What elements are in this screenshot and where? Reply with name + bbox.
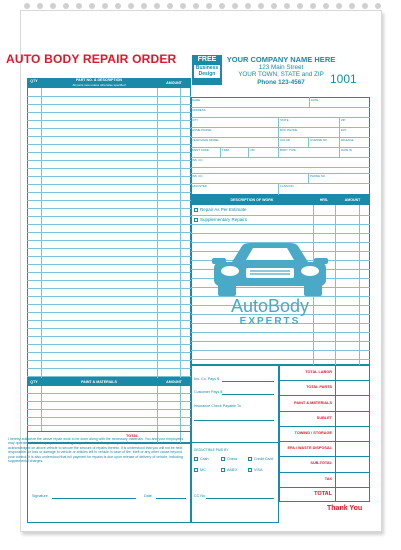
parts-row-line	[27, 96, 191, 97]
binder-hole	[206, 3, 212, 9]
logo-text	[210, 297, 330, 327]
binder-hole	[193, 3, 199, 9]
customer-cell-divider	[278, 147, 279, 157]
customer-row-line	[191, 173, 370, 174]
parts-row-line	[27, 312, 191, 313]
binder-hole	[50, 3, 56, 9]
parts-row-line	[27, 104, 191, 105]
field-label-city: CITY	[192, 118, 199, 122]
payment-option-amex[interactable]	[221, 468, 237, 472]
paint-cents-column-line	[180, 386, 181, 443]
paint-row-line	[27, 425, 191, 426]
parts-row-line	[27, 368, 191, 369]
logo-experts: EXPERTS	[239, 316, 301, 327]
thank-you: Thank You	[327, 505, 363, 512]
parts-row-line	[27, 304, 191, 305]
payment-option-label: VISA	[254, 468, 263, 472]
paint-qty-header: QTY	[30, 380, 38, 384]
payment-option-mc[interactable]	[194, 468, 206, 472]
parts-row-line	[27, 176, 191, 177]
field-label-mileage: MILEAGE	[341, 138, 354, 142]
totals-label-sublet: SUBLET	[316, 415, 332, 420]
parts-row-line	[27, 280, 191, 281]
payment-option-check[interactable]	[221, 457, 237, 461]
paint-row-line	[27, 393, 191, 394]
cc-no-label: CC No.	[194, 494, 207, 498]
paint-total-label: TOTAL	[126, 434, 139, 438]
parts-row-line	[27, 328, 191, 329]
business-design-label: Business Design	[195, 65, 219, 77]
payment-option-label: MC	[200, 468, 206, 472]
paint-table	[27, 378, 191, 443]
parts-row-line	[27, 160, 191, 161]
customer-cell-divider	[278, 183, 279, 195]
binder-hole	[245, 3, 251, 9]
field-label-ins-co: INS. CO.	[192, 174, 204, 178]
field-label-adjuster: ADJUSTER	[192, 184, 207, 188]
checkbox-square	[221, 457, 225, 461]
customer-row-line	[191, 167, 370, 168]
parts-row-line	[27, 288, 191, 289]
parts-row-line	[27, 296, 191, 297]
binder-hole	[284, 3, 290, 9]
field-label-date: DATE	[311, 98, 319, 102]
paint-materials-header: PAINT & MATERIALS	[81, 380, 117, 384]
field-label-claim-no: CLAIM NO.	[280, 184, 295, 188]
paint-row-line	[27, 401, 191, 402]
customer-cell-divider	[339, 137, 340, 147]
form-title: AUTO BODY REPAIR ORDER	[6, 52, 177, 66]
work-description-header: DESCRIPTION OF WORK	[230, 198, 274, 202]
work-row-line	[191, 233, 370, 234]
customer-cell-divider	[339, 117, 340, 127]
parts-row-line	[27, 112, 191, 113]
payment-option-cash[interactable]	[194, 457, 209, 461]
customer-cell-divider	[308, 137, 309, 147]
totals-label-towing-storage: TOWING / STORAGE	[294, 431, 332, 435]
field-label-body-type: BODY TYPE	[280, 148, 296, 152]
order-number: 1001	[330, 72, 357, 86]
payment-option-label: Cash	[200, 457, 209, 461]
binder-hole	[258, 3, 264, 9]
parts-row-line	[27, 152, 191, 153]
binder-hole	[271, 3, 277, 9]
customer-pays-line	[222, 394, 274, 395]
part-note: All parts new unless otherwise specified	[72, 82, 126, 87]
parts-row-line	[27, 200, 191, 201]
payment-divider	[191, 442, 279, 443]
field-label-address: ADDRESS	[192, 108, 206, 112]
date-line	[156, 498, 186, 499]
binder-hole	[310, 3, 316, 9]
totals-divider	[335, 365, 336, 502]
parts-row-line	[27, 144, 191, 145]
authorization-text: I hereby authorize the above repair work to be done along with the necessary materials. You and your employees may operate vehicle for purpose of testing, inspection, or delivery at my risk. An express mechanics lien is acknowledged on above vehicle to secure the amount of repairs thereto. It is understood that you will not be held responsible for loss or damage to vehicle or articles left in vehicle in case of fire, theft or any other cause beyond your control. It is also understood that full payment for repairs is due upon release of delivery of vehicle, including supplemental charges.	[8, 437, 184, 464]
totals-label-epa-waste-disposal: EPA / WASTE DISPOSAL	[287, 446, 332, 451]
payment-option-label: Credit Card	[254, 457, 273, 461]
payment-box	[191, 365, 279, 523]
payment-option-visa[interactable]	[248, 468, 262, 472]
parts-row-line	[27, 128, 191, 129]
parts-row-line	[27, 272, 191, 273]
totals-label-total-parts: TOTAL PARTS	[306, 385, 332, 390]
signature-label: Signature	[32, 494, 48, 498]
customer-cell-divider	[220, 147, 221, 157]
field-label-name: NAME	[192, 98, 201, 102]
customer-cell-divider	[308, 173, 309, 183]
payment-option-label: AMEX	[227, 468, 238, 472]
field-label-bus-phone: BUS. PHONE	[280, 128, 298, 132]
totals-row-line	[279, 380, 370, 381]
binder-hole	[141, 3, 147, 9]
logo-autobody: AutoBody	[230, 296, 310, 316]
date-label: Date	[144, 494, 152, 498]
parts-row-line	[27, 320, 191, 321]
work-row-line	[191, 224, 370, 225]
customer-cell-divider	[278, 117, 279, 127]
binder-hole	[323, 3, 329, 9]
totals-label-paint-materials: PAINT & MATERIALS	[294, 400, 332, 405]
repair-estimate-checkbox[interactable]	[194, 207, 247, 212]
parts-row-line	[27, 360, 191, 361]
binder-hole	[115, 3, 121, 9]
car-logo-icon	[210, 240, 330, 300]
field-label-trim: TRIM	[222, 148, 229, 152]
field-label-year-make-model: YEAR MAKE MODEL	[192, 138, 220, 142]
company-name: YOUR COMPANY NAME HERE	[226, 55, 336, 64]
company-block	[226, 56, 336, 86]
signature-line	[52, 498, 136, 499]
customer-cell-divider	[278, 127, 279, 137]
totals-row-line	[279, 472, 370, 473]
field-label-phone-no: PHONE NO.	[310, 174, 326, 178]
binder-hole	[349, 3, 355, 9]
company-city: YOUR TOWN, STATE and ZIP	[238, 71, 324, 78]
work-row-line	[191, 332, 370, 333]
parts-row-line	[27, 336, 191, 337]
customer-cell-divider	[309, 97, 310, 107]
binder-hole	[89, 3, 95, 9]
field-label-ext: EXT	[341, 128, 347, 132]
check-payable-line	[194, 420, 274, 421]
totals-row-line	[279, 456, 370, 457]
totals-row-line	[279, 441, 370, 442]
parts-table	[27, 78, 191, 378]
repair-estimate-label: Repair As Per Estimate	[200, 207, 247, 212]
free-business-design-badge	[192, 55, 222, 85]
supplementary-checkbox[interactable]	[194, 217, 247, 222]
totals-label-total-labor: TOTAL LABOR	[305, 370, 332, 375]
ins-co-pays-label: Ins. Co. Pays $	[194, 377, 220, 381]
payment-option-label: Check	[227, 457, 238, 461]
binder-hole	[180, 3, 186, 9]
binder-hole	[219, 3, 225, 9]
field-label-color: COLOR	[280, 138, 290, 142]
part-no-header: PART NO. & DESCRIPTION	[75, 78, 123, 82]
checkbox-square	[248, 468, 252, 472]
totals-row-line	[279, 411, 370, 412]
work-row-line	[191, 215, 370, 216]
free-label: FREE	[197, 56, 217, 63]
checkbox-square	[194, 457, 198, 461]
parts-row-line	[27, 248, 191, 249]
parts-row-line	[27, 184, 191, 185]
work-hrs-header: HRS.	[319, 198, 329, 202]
totals-row-line	[279, 426, 370, 427]
binder-hole	[128, 3, 134, 9]
paint-total-line	[27, 431, 191, 432]
binder-hole	[24, 3, 30, 9]
totals-label-total: TOTAL	[314, 490, 332, 497]
totals-row-line	[279, 487, 370, 488]
customer-info-box	[191, 97, 370, 195]
supplementary-label: Supplementary Repairs	[200, 217, 248, 222]
customer-row-line	[191, 157, 370, 158]
parts-row-line	[27, 192, 191, 193]
paint-amount-header: AMOUNT	[166, 380, 182, 384]
field-label-vin: VIN	[250, 148, 255, 152]
totals-label-sub-total: SUB-TOTAL	[310, 461, 332, 466]
work-row-line	[191, 359, 370, 360]
amount-column-line	[157, 88, 158, 378]
field-label-home-phone: HOME PHONE	[192, 128, 212, 132]
customer-cell-divider	[278, 137, 279, 147]
paint-row-line	[27, 409, 191, 410]
company-phone: Phone 123-4567	[257, 78, 305, 86]
binder-hole	[232, 3, 238, 9]
checkbox-square	[194, 468, 198, 472]
field-label-license-no: LICENSE NO.	[310, 138, 328, 142]
work-row-line	[191, 341, 370, 342]
parts-row-line	[27, 136, 191, 137]
field-label-state: STATE	[280, 118, 289, 122]
customer-cell-divider	[339, 127, 340, 137]
parts-row-line	[27, 168, 191, 169]
binder-hole	[362, 3, 368, 9]
paint-row-line	[27, 417, 191, 418]
binder-hole	[102, 3, 108, 9]
customer-cell-divider	[339, 147, 340, 157]
binder-hole	[37, 3, 43, 9]
work-amount-header: AMOUNT	[344, 198, 361, 202]
work-row-line	[191, 350, 370, 351]
customer-row-line	[191, 107, 370, 108]
payment-option-credit-card[interactable]	[248, 457, 273, 461]
parts-row-line	[27, 232, 191, 233]
binder-hole	[375, 3, 381, 9]
binder-hole	[154, 3, 160, 9]
deductible-label: DEDUCTIBLE PAID BY	[194, 448, 229, 452]
parts-amount-header: AMOUNT	[166, 81, 182, 85]
qty-header: QTY	[30, 79, 38, 83]
totals-row-line	[279, 395, 370, 396]
paint-amount-column-line	[157, 386, 158, 443]
checkbox-square	[248, 457, 252, 461]
parts-row-line	[27, 352, 191, 353]
field-label-date-in: DATE IN	[341, 148, 352, 152]
binder-hole	[336, 3, 342, 9]
parts-row-line	[27, 376, 191, 377]
cents-column-line	[180, 88, 181, 378]
qty-column-line	[41, 88, 42, 378]
parts-row-line	[27, 216, 191, 217]
company-street: 123 Main Street	[258, 63, 304, 71]
binder-hole	[167, 3, 173, 9]
customer-cell-divider	[248, 147, 249, 157]
field-label-paint-code: PAINT CODE	[192, 148, 209, 152]
parts-row-line	[27, 224, 191, 225]
parts-row-line	[27, 208, 191, 209]
checkbox-square	[221, 468, 225, 472]
parts-row-line	[27, 240, 191, 241]
binder-hole	[63, 3, 69, 9]
parts-row-line	[27, 264, 191, 265]
field-label-zip: ZIP	[341, 118, 346, 122]
binder-hole	[297, 3, 303, 9]
cc-no-line	[206, 498, 274, 499]
check-payable-label: Insurance Check Payable To	[194, 404, 241, 408]
binder-hole	[76, 3, 82, 9]
parts-row-line	[27, 256, 191, 257]
totals-label-tax: TAX	[324, 476, 332, 481]
ins-co-pays-line	[222, 381, 274, 382]
customer-pays-label: Customer Pays $	[194, 390, 223, 394]
parts-row-line	[27, 120, 191, 121]
parts-row-line	[27, 344, 191, 345]
field-label-ins-co: INS. CO.	[192, 158, 204, 162]
